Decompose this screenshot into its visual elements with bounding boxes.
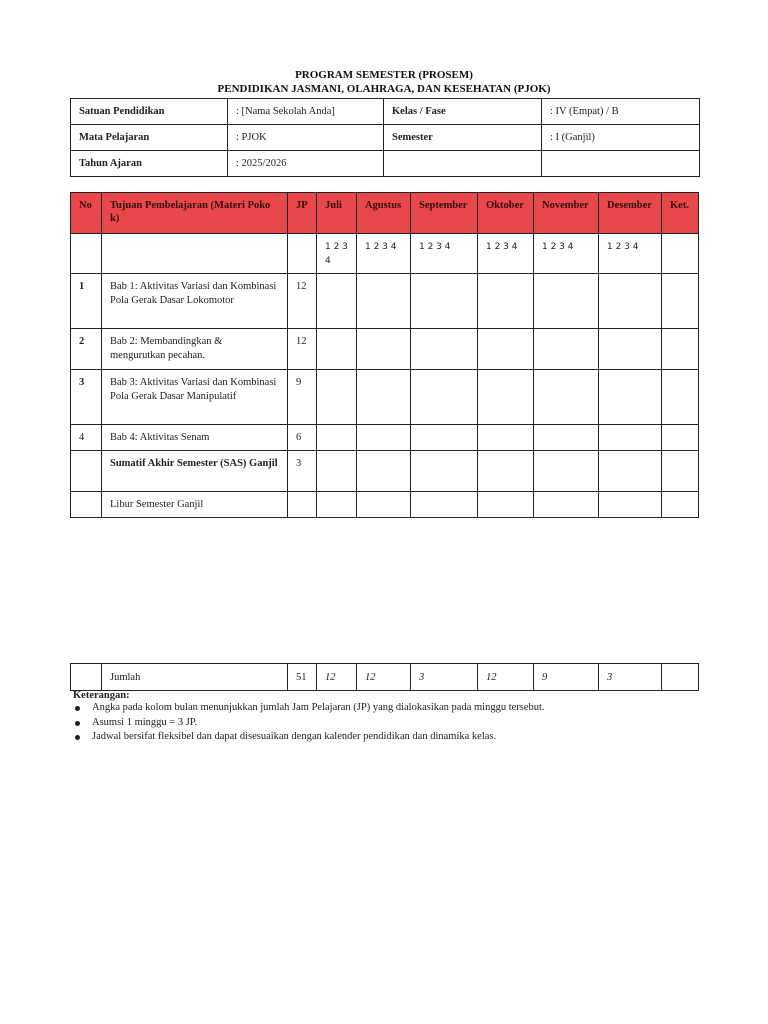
info-row (71, 151, 700, 177)
table-cell (662, 451, 699, 492)
table-cell (317, 451, 357, 492)
weeks-row (71, 234, 699, 274)
week-numbers: 1 2 3 4 (478, 234, 534, 274)
table-row (71, 492, 699, 518)
info-label: Tahun Ajaran (71, 151, 228, 177)
list-item (73, 701, 545, 716)
week-numbers: 1 2 3 4 (411, 234, 478, 274)
week-numbers: 1 2 3 4 (317, 234, 357, 274)
col-header-juli: Juli (317, 193, 357, 234)
week-numbers: 1 2 3 4 (599, 234, 662, 274)
table-cell (478, 329, 534, 370)
table-cell (411, 492, 478, 518)
row-no (71, 451, 102, 492)
col-header-ket: Ket. (662, 193, 699, 234)
info-label: Kelas / Fase (384, 99, 542, 125)
notes-section (73, 690, 545, 745)
row-no: 4 (71, 425, 102, 451)
table-cell (317, 425, 357, 451)
document-subtitle: PENDIDIKAN JASMANI, OLAHRAGA, DAN KESEHATAN (PJOK) (217, 83, 551, 95)
table-cell (317, 370, 357, 425)
table-cell (534, 492, 599, 518)
info-label: Mata Pelajaran (71, 125, 228, 151)
info-row (71, 125, 700, 151)
table-cell (411, 451, 478, 492)
col-header-november: November (534, 193, 599, 234)
table-cell (357, 425, 411, 451)
table-cell (478, 425, 534, 451)
total-row (71, 664, 699, 691)
table-cell (662, 329, 699, 370)
total-september: 3 (411, 664, 478, 691)
table-cell (357, 329, 411, 370)
table-cell (317, 329, 357, 370)
row-jp: 6 (288, 425, 317, 451)
table-cell (357, 370, 411, 425)
document-title: PROGRAM SEMESTER (PROSEM) (295, 69, 473, 81)
table-cell (317, 274, 357, 329)
table-cell (662, 425, 699, 451)
table-cell (411, 329, 478, 370)
table-cell (478, 492, 534, 518)
row-no (71, 492, 102, 518)
total-oktober: 12 (478, 664, 534, 691)
table-cell (102, 234, 288, 274)
table-header-row (71, 193, 699, 234)
table-cell (662, 492, 699, 518)
note-text: Asumsi 1 minggu = 3 JP. (92, 716, 198, 728)
total-juli: 12 (317, 664, 357, 691)
table-cell (599, 451, 662, 492)
col-header-oktober: Oktober (478, 193, 534, 234)
row-tp: Bab 3: Aktivitas Variasi dan Kombinasi Pola Gerak Dasar Manipulatif (102, 370, 288, 425)
table-cell (662, 274, 699, 329)
bullet-icon (75, 721, 80, 726)
bullet-icon (75, 706, 80, 711)
table-row (71, 274, 699, 329)
table-cell (599, 329, 662, 370)
row-tp: Libur Semester Ganjil (102, 492, 288, 518)
list-item (73, 730, 545, 745)
row-no: 1 (71, 274, 102, 329)
table-cell (534, 451, 599, 492)
total-table (70, 663, 699, 691)
total-desember: 3 (599, 664, 662, 691)
note-text: Jadwal bersifat fleksibel dan dapat disesuaikan dengan kalender pendidikan dan dinamika kelas. (92, 731, 497, 742)
table-row (71, 329, 699, 370)
table-cell (478, 451, 534, 492)
table-cell (534, 329, 599, 370)
table-cell (71, 234, 102, 274)
row-jp (288, 492, 317, 518)
row-tp: Sumatif Akhir Semester (SAS) Ganjil (102, 451, 288, 492)
col-header-jp: JP (288, 193, 317, 234)
row-jp: 12 (288, 329, 317, 370)
row-jp: 12 (288, 274, 317, 329)
table-cell (71, 664, 102, 691)
row-no: 2 (71, 329, 102, 370)
row-tp: Bab 1: Aktivitas Variasi dan Kombinasi Pola Gerak Dasar Lokomotor (102, 274, 288, 329)
list-item (73, 716, 545, 731)
table-cell (357, 492, 411, 518)
table-cell (662, 234, 699, 274)
table-cell (599, 425, 662, 451)
info-label (384, 151, 542, 177)
info-row (71, 99, 700, 125)
table-cell (357, 451, 411, 492)
col-header-agustus: Agustus (357, 193, 411, 234)
info-value: : PJOK (228, 125, 384, 151)
week-numbers: 1 2 3 4 (534, 234, 599, 274)
notes-list (73, 701, 545, 745)
info-table (70, 98, 700, 177)
info-label: Satuan Pendidikan (71, 99, 228, 125)
row-tp: Bab 2: Membandingkan & mengurutkan pecahan. (102, 329, 288, 370)
table-cell (288, 234, 317, 274)
note-text: Angka pada kolom bulan menunjukkan jumlah Jam Pelajaran (JP) yang dialokasikan pada minggu tersebut. (92, 702, 545, 713)
table-row (71, 370, 699, 425)
table-cell (317, 492, 357, 518)
table-cell (599, 370, 662, 425)
col-header-desember: Desember (599, 193, 662, 234)
info-value: : I (Ganjil) (542, 125, 700, 151)
row-jp: 9 (288, 370, 317, 425)
info-value: : 2025/2026 (228, 151, 384, 177)
info-label: Semester (384, 125, 542, 151)
table-cell (411, 274, 478, 329)
col-header-september: September (411, 193, 478, 234)
notes-title: Keterangan: (73, 690, 130, 701)
total-label: Jumlah (102, 664, 288, 691)
table-cell (599, 492, 662, 518)
table-cell (411, 425, 478, 451)
col-header-tp: Tujuan Pembelajaran (Materi Pokok) (102, 193, 288, 234)
table-row (71, 451, 699, 492)
total-jp: 51 (288, 664, 317, 691)
schedule-table (70, 192, 699, 518)
table-cell (478, 274, 534, 329)
table-cell (534, 370, 599, 425)
info-value: : [Nama Sekolah Anda] (228, 99, 384, 125)
week-numbers: 1 2 3 4 (357, 234, 411, 274)
table-cell (662, 370, 699, 425)
table-cell (534, 274, 599, 329)
col-header-no: No (71, 193, 102, 234)
row-tp: Bab 4: Aktivitas Senam (102, 425, 288, 451)
total-november: 9 (534, 664, 599, 691)
row-no: 3 (71, 370, 102, 425)
table-cell (599, 274, 662, 329)
info-value: : IV (Empat) / B (542, 99, 700, 125)
table-cell (478, 370, 534, 425)
table-cell (662, 664, 699, 691)
bullet-icon (75, 735, 80, 740)
table-row (71, 425, 699, 451)
table-cell (534, 425, 599, 451)
total-agustus: 12 (357, 664, 411, 691)
info-value (542, 151, 700, 177)
table-cell (411, 370, 478, 425)
table-cell (357, 274, 411, 329)
row-jp: 3 (288, 451, 317, 492)
